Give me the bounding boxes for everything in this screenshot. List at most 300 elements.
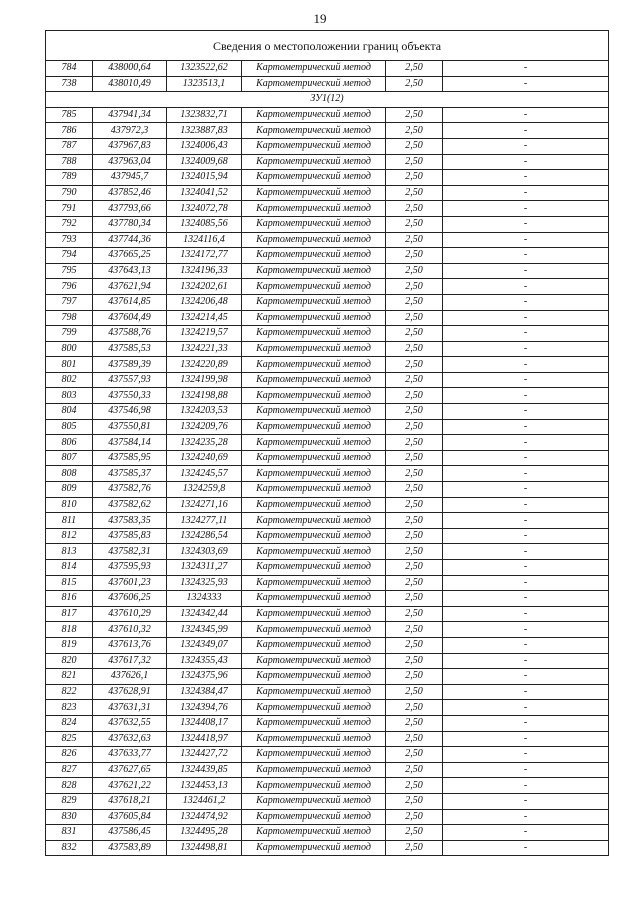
table-row — [46, 216, 609, 232]
point-number-cell: 808 — [46, 466, 93, 482]
note-cell: - — [443, 294, 609, 310]
y-coordinate-cell: 1324355,43 — [167, 653, 242, 669]
accuracy-cell: 2,50 — [386, 715, 443, 731]
x-coordinate-cell: 438010,49 — [93, 76, 167, 92]
accuracy-cell: 2,50 — [386, 762, 443, 778]
accuracy-cell: 2,50 — [386, 809, 443, 825]
note-cell: - — [443, 357, 609, 373]
method-cell: Картометрический метод — [242, 263, 386, 279]
point-number-cell: 819 — [46, 637, 93, 653]
point-number-cell: 807 — [46, 450, 93, 466]
table-row — [46, 123, 609, 139]
y-coordinate-cell: 1324384,47 — [167, 684, 242, 700]
point-number-cell: 828 — [46, 778, 93, 794]
y-coordinate-cell: 1324235,28 — [167, 435, 242, 451]
y-coordinate-cell: 1324006,43 — [167, 138, 242, 154]
note-cell: - — [443, 560, 609, 576]
method-cell: Картометрический метод — [242, 482, 386, 498]
note-cell: - — [443, 216, 609, 232]
table-row — [46, 528, 609, 544]
table-row — [46, 466, 609, 482]
x-coordinate-cell: 437972,3 — [93, 123, 167, 139]
method-cell: Картометрический метод — [242, 700, 386, 716]
table-row — [46, 248, 609, 264]
method-cell: Картометрический метод — [242, 123, 386, 139]
x-coordinate-cell: 437550,33 — [93, 388, 167, 404]
point-number-cell: 829 — [46, 793, 93, 809]
accuracy-cell: 2,50 — [386, 201, 443, 217]
note-cell: - — [443, 747, 609, 763]
table-row — [46, 497, 609, 513]
method-cell: Картометрический метод — [242, 497, 386, 513]
table-row — [46, 575, 609, 591]
table-row — [46, 76, 609, 92]
method-cell: Картометрический метод — [242, 232, 386, 248]
accuracy-cell: 2,50 — [386, 497, 443, 513]
note-cell: - — [443, 170, 609, 186]
accuracy-cell: 2,50 — [386, 528, 443, 544]
x-coordinate-cell: 437613,76 — [93, 637, 167, 653]
accuracy-cell: 2,50 — [386, 216, 443, 232]
method-cell: Картометрический метод — [242, 466, 386, 482]
accuracy-cell: 2,50 — [386, 357, 443, 373]
note-cell: - — [443, 435, 609, 451]
note-cell: - — [443, 326, 609, 342]
point-number-cell: 799 — [46, 326, 93, 342]
accuracy-cell: 2,50 — [386, 248, 443, 264]
y-coordinate-cell: 1324453,13 — [167, 778, 242, 794]
section-label: ЗУ1(12) — [46, 92, 609, 108]
table-row — [46, 591, 609, 607]
accuracy-cell: 2,50 — [386, 825, 443, 841]
accuracy-cell: 2,50 — [386, 684, 443, 700]
y-coordinate-cell: 1324498,81 — [167, 840, 242, 856]
point-number-cell: 813 — [46, 544, 93, 560]
y-coordinate-cell: 1324345,99 — [167, 622, 242, 638]
accuracy-cell: 2,50 — [386, 591, 443, 607]
note-cell: - — [443, 669, 609, 685]
x-coordinate-cell: 437967,83 — [93, 138, 167, 154]
method-cell: Картометрический метод — [242, 778, 386, 794]
y-coordinate-cell: 1323832,71 — [167, 107, 242, 123]
accuracy-cell: 2,50 — [386, 513, 443, 529]
x-coordinate-cell: 437582,31 — [93, 544, 167, 560]
x-coordinate-cell: 437601,23 — [93, 575, 167, 591]
y-coordinate-cell: 1323887,83 — [167, 123, 242, 139]
point-number-cell: 796 — [46, 279, 93, 295]
note-cell: - — [443, 544, 609, 560]
y-coordinate-cell: 1324286,54 — [167, 528, 242, 544]
accuracy-cell: 2,50 — [386, 107, 443, 123]
table-row — [46, 715, 609, 731]
x-coordinate-cell: 437585,53 — [93, 341, 167, 357]
x-coordinate-cell: 437643,13 — [93, 263, 167, 279]
method-cell: Картометрический метод — [242, 591, 386, 607]
table-row — [46, 653, 609, 669]
table-row — [46, 544, 609, 560]
point-number-cell: 824 — [46, 715, 93, 731]
x-coordinate-cell: 437584,14 — [93, 435, 167, 451]
x-coordinate-cell: 437604,49 — [93, 310, 167, 326]
x-coordinate-cell: 438000,64 — [93, 61, 167, 77]
y-coordinate-cell: 1324116,4 — [167, 232, 242, 248]
point-number-cell: 800 — [46, 341, 93, 357]
accuracy-cell: 2,50 — [386, 466, 443, 482]
note-cell: - — [443, 201, 609, 217]
note-cell: - — [443, 575, 609, 591]
y-coordinate-cell: 1324325,93 — [167, 575, 242, 591]
accuracy-cell: 2,50 — [386, 263, 443, 279]
method-cell: Картометрический метод — [242, 388, 386, 404]
y-coordinate-cell: 1324418,97 — [167, 731, 242, 747]
y-coordinate-cell: 1324221,33 — [167, 341, 242, 357]
table-row — [46, 279, 609, 295]
point-number-cell: 794 — [46, 248, 93, 264]
point-number-cell: 784 — [46, 61, 93, 77]
accuracy-cell: 2,50 — [386, 123, 443, 139]
method-cell: Картометрический метод — [242, 435, 386, 451]
x-coordinate-cell: 437621,22 — [93, 778, 167, 794]
note-cell: - — [443, 138, 609, 154]
y-coordinate-cell: 1324199,98 — [167, 372, 242, 388]
table-row — [46, 404, 609, 420]
point-number-cell: 786 — [46, 123, 93, 139]
table-row — [46, 684, 609, 700]
x-coordinate-cell: 437627,65 — [93, 762, 167, 778]
point-number-cell: 814 — [46, 560, 93, 576]
point-number-cell: 792 — [46, 216, 93, 232]
method-cell: Картометрический метод — [242, 560, 386, 576]
y-coordinate-cell: 1324303,69 — [167, 544, 242, 560]
table-row — [46, 326, 609, 342]
accuracy-cell: 2,50 — [386, 170, 443, 186]
table-row — [46, 669, 609, 685]
accuracy-cell: 2,50 — [386, 232, 443, 248]
y-coordinate-cell: 1324311,27 — [167, 560, 242, 576]
note-cell: - — [443, 825, 609, 841]
method-cell: Картометрический метод — [242, 326, 386, 342]
note-cell: - — [443, 61, 609, 77]
x-coordinate-cell: 437633,77 — [93, 747, 167, 763]
accuracy-cell: 2,50 — [386, 575, 443, 591]
table-row — [46, 388, 609, 404]
point-number-cell: 818 — [46, 622, 93, 638]
y-coordinate-cell: 1323522,62 — [167, 61, 242, 77]
y-coordinate-cell: 1324394,76 — [167, 700, 242, 716]
note-cell: - — [443, 154, 609, 170]
note-cell: - — [443, 248, 609, 264]
y-coordinate-cell: 1324259,8 — [167, 482, 242, 498]
accuracy-cell: 2,50 — [386, 793, 443, 809]
table-row — [46, 170, 609, 186]
y-coordinate-cell: 1324220,89 — [167, 357, 242, 373]
x-coordinate-cell: 437583,35 — [93, 513, 167, 529]
table-row — [46, 201, 609, 217]
note-cell: - — [443, 388, 609, 404]
x-coordinate-cell: 437557,93 — [93, 372, 167, 388]
method-cell: Картометрический метод — [242, 310, 386, 326]
accuracy-cell: 2,50 — [386, 731, 443, 747]
point-number-cell: 793 — [46, 232, 93, 248]
x-coordinate-cell: 437582,76 — [93, 482, 167, 498]
method-cell: Картометрический метод — [242, 185, 386, 201]
y-coordinate-cell: 1324240,69 — [167, 450, 242, 466]
accuracy-cell: 2,50 — [386, 294, 443, 310]
note-cell: - — [443, 793, 609, 809]
accuracy-cell: 2,50 — [386, 747, 443, 763]
section-row — [46, 92, 609, 108]
table-row — [46, 61, 609, 77]
x-coordinate-cell: 437618,21 — [93, 793, 167, 809]
x-coordinate-cell: 437744,36 — [93, 232, 167, 248]
table-row — [46, 825, 609, 841]
method-cell: Картометрический метод — [242, 528, 386, 544]
y-coordinate-cell: 1324349,07 — [167, 637, 242, 653]
x-coordinate-cell: 437626,1 — [93, 669, 167, 685]
method-cell: Картометрический метод — [242, 622, 386, 638]
point-number-cell: 738 — [46, 76, 93, 92]
y-coordinate-cell: 1324072,78 — [167, 201, 242, 217]
y-coordinate-cell: 1324203,53 — [167, 404, 242, 420]
note-cell: - — [443, 497, 609, 513]
method-cell: Картометрический метод — [242, 669, 386, 685]
x-coordinate-cell: 437582,62 — [93, 497, 167, 513]
point-number-cell: 822 — [46, 684, 93, 700]
accuracy-cell: 2,50 — [386, 61, 443, 77]
note-cell: - — [443, 778, 609, 794]
boundary-table — [45, 30, 609, 856]
y-coordinate-cell: 1324245,57 — [167, 466, 242, 482]
note-cell: - — [443, 653, 609, 669]
accuracy-cell: 2,50 — [386, 341, 443, 357]
accuracy-cell: 2,50 — [386, 840, 443, 856]
x-coordinate-cell: 437546,98 — [93, 404, 167, 420]
accuracy-cell: 2,50 — [386, 606, 443, 622]
accuracy-cell: 2,50 — [386, 669, 443, 685]
table-row — [46, 294, 609, 310]
point-number-cell: 806 — [46, 435, 93, 451]
point-number-cell: 802 — [46, 372, 93, 388]
x-coordinate-cell: 437606,25 — [93, 591, 167, 607]
note-cell: - — [443, 606, 609, 622]
y-coordinate-cell: 1324474,92 — [167, 809, 242, 825]
accuracy-cell: 2,50 — [386, 622, 443, 638]
point-number-cell: 810 — [46, 497, 93, 513]
table-row — [46, 809, 609, 825]
point-number-cell: 795 — [46, 263, 93, 279]
x-coordinate-cell: 437610,32 — [93, 622, 167, 638]
method-cell: Картометрический метод — [242, 404, 386, 420]
point-number-cell: 827 — [46, 762, 93, 778]
table-row — [46, 747, 609, 763]
table-row — [46, 154, 609, 170]
note-cell: - — [443, 185, 609, 201]
method-cell: Картометрический метод — [242, 450, 386, 466]
method-cell: Картометрический метод — [242, 544, 386, 560]
table-row — [46, 731, 609, 747]
note-cell: - — [443, 419, 609, 435]
point-number-cell: 820 — [46, 653, 93, 669]
method-cell: Картометрический метод — [242, 61, 386, 77]
note-cell: - — [443, 107, 609, 123]
table-header-row — [46, 31, 609, 61]
table-row — [46, 840, 609, 856]
point-number-cell: 797 — [46, 294, 93, 310]
accuracy-cell: 2,50 — [386, 154, 443, 170]
point-number-cell: 815 — [46, 575, 93, 591]
point-number-cell: 831 — [46, 825, 93, 841]
x-coordinate-cell: 437589,39 — [93, 357, 167, 373]
x-coordinate-cell: 437628,91 — [93, 684, 167, 700]
x-coordinate-cell: 437583,89 — [93, 840, 167, 856]
y-coordinate-cell: 1324206,48 — [167, 294, 242, 310]
x-coordinate-cell: 437793,66 — [93, 201, 167, 217]
table-row — [46, 450, 609, 466]
method-cell: Картометрический метод — [242, 747, 386, 763]
y-coordinate-cell: 1324439,85 — [167, 762, 242, 778]
y-coordinate-cell: 1324015,94 — [167, 170, 242, 186]
point-number-cell: 823 — [46, 700, 93, 716]
y-coordinate-cell: 1324461,2 — [167, 793, 242, 809]
note-cell: - — [443, 404, 609, 420]
method-cell: Картометрический метод — [242, 809, 386, 825]
x-coordinate-cell: 437852,46 — [93, 185, 167, 201]
table-header: Сведения о местоположении границ объекта — [46, 31, 609, 61]
accuracy-cell: 2,50 — [386, 326, 443, 342]
x-coordinate-cell: 437617,32 — [93, 653, 167, 669]
table-row — [46, 341, 609, 357]
y-coordinate-cell: 1324172,77 — [167, 248, 242, 264]
method-cell: Картометрический метод — [242, 684, 386, 700]
point-number-cell: 803 — [46, 388, 93, 404]
y-coordinate-cell: 1324277,11 — [167, 513, 242, 529]
point-number-cell: 790 — [46, 185, 93, 201]
note-cell: - — [443, 840, 609, 856]
method-cell: Картометрический метод — [242, 372, 386, 388]
note-cell: - — [443, 450, 609, 466]
table-row — [46, 232, 609, 248]
accuracy-cell: 2,50 — [386, 185, 443, 201]
table-row — [46, 435, 609, 451]
note-cell: - — [443, 762, 609, 778]
table-row — [46, 372, 609, 388]
x-coordinate-cell: 437632,55 — [93, 715, 167, 731]
x-coordinate-cell: 437586,45 — [93, 825, 167, 841]
table-row — [46, 637, 609, 653]
point-number-cell: 788 — [46, 154, 93, 170]
note-cell: - — [443, 466, 609, 482]
method-cell: Картометрический метод — [242, 653, 386, 669]
x-coordinate-cell: 437614,85 — [93, 294, 167, 310]
note-cell: - — [443, 715, 609, 731]
note-cell: - — [443, 700, 609, 716]
method-cell: Картометрический метод — [242, 76, 386, 92]
point-number-cell: 817 — [46, 606, 93, 622]
note-cell: - — [443, 684, 609, 700]
x-coordinate-cell: 437605,84 — [93, 809, 167, 825]
table-row — [46, 700, 609, 716]
y-coordinate-cell: 1324209,76 — [167, 419, 242, 435]
method-cell: Картометрический метод — [242, 637, 386, 653]
method-cell: Картометрический метод — [242, 107, 386, 123]
y-coordinate-cell: 1324408,17 — [167, 715, 242, 731]
point-number-cell: 809 — [46, 482, 93, 498]
note-cell: - — [443, 622, 609, 638]
note-cell: - — [443, 637, 609, 653]
accuracy-cell: 2,50 — [386, 435, 443, 451]
note-cell: - — [443, 482, 609, 498]
point-number-cell: 821 — [46, 669, 93, 685]
point-number-cell: 811 — [46, 513, 93, 529]
table-row — [46, 185, 609, 201]
x-coordinate-cell: 437550,81 — [93, 419, 167, 435]
x-coordinate-cell: 437631,31 — [93, 700, 167, 716]
boundary-table-frame — [45, 30, 608, 856]
method-cell: Картометрический метод — [242, 138, 386, 154]
method-cell: Картометрический метод — [242, 201, 386, 217]
note-cell: - — [443, 123, 609, 139]
accuracy-cell: 2,50 — [386, 419, 443, 435]
y-coordinate-cell: 1324427,72 — [167, 747, 242, 763]
method-cell: Картометрический метод — [242, 341, 386, 357]
accuracy-cell: 2,50 — [386, 544, 443, 560]
method-cell: Картометрический метод — [242, 762, 386, 778]
table-row — [46, 263, 609, 279]
y-coordinate-cell: 1323513,1 — [167, 76, 242, 92]
x-coordinate-cell: 437632,63 — [93, 731, 167, 747]
point-number-cell: 789 — [46, 170, 93, 186]
y-coordinate-cell: 1324202,61 — [167, 279, 242, 295]
accuracy-cell: 2,50 — [386, 653, 443, 669]
note-cell: - — [443, 513, 609, 529]
point-number-cell: 787 — [46, 138, 93, 154]
y-coordinate-cell: 1324085,56 — [167, 216, 242, 232]
point-number-cell: 830 — [46, 809, 93, 825]
point-number-cell: 826 — [46, 747, 93, 763]
y-coordinate-cell: 1324333 — [167, 591, 242, 607]
note-cell: - — [443, 591, 609, 607]
x-coordinate-cell: 437621,94 — [93, 279, 167, 295]
y-coordinate-cell: 1324219,57 — [167, 326, 242, 342]
x-coordinate-cell: 437945,7 — [93, 170, 167, 186]
x-coordinate-cell: 437585,37 — [93, 466, 167, 482]
table-row — [46, 357, 609, 373]
y-coordinate-cell: 1324375,96 — [167, 669, 242, 685]
table-row — [46, 513, 609, 529]
x-coordinate-cell: 437963,04 — [93, 154, 167, 170]
note-cell: - — [443, 731, 609, 747]
y-coordinate-cell: 1324196,33 — [167, 263, 242, 279]
note-cell: - — [443, 341, 609, 357]
method-cell: Картометрический метод — [242, 248, 386, 264]
point-number-cell: 816 — [46, 591, 93, 607]
table-row — [46, 560, 609, 576]
accuracy-cell: 2,50 — [386, 310, 443, 326]
method-cell: Картометрический метод — [242, 419, 386, 435]
point-number-cell: 805 — [46, 419, 93, 435]
x-coordinate-cell: 437585,83 — [93, 528, 167, 544]
y-coordinate-cell: 1324214,45 — [167, 310, 242, 326]
method-cell: Картометрический метод — [242, 154, 386, 170]
x-coordinate-cell: 437941,34 — [93, 107, 167, 123]
method-cell: Картометрический метод — [242, 357, 386, 373]
x-coordinate-cell: 437585,95 — [93, 450, 167, 466]
table-row — [46, 138, 609, 154]
y-coordinate-cell: 1324271,16 — [167, 497, 242, 513]
y-coordinate-cell: 1324342,44 — [167, 606, 242, 622]
method-cell: Картометрический метод — [242, 840, 386, 856]
table-row — [46, 606, 609, 622]
